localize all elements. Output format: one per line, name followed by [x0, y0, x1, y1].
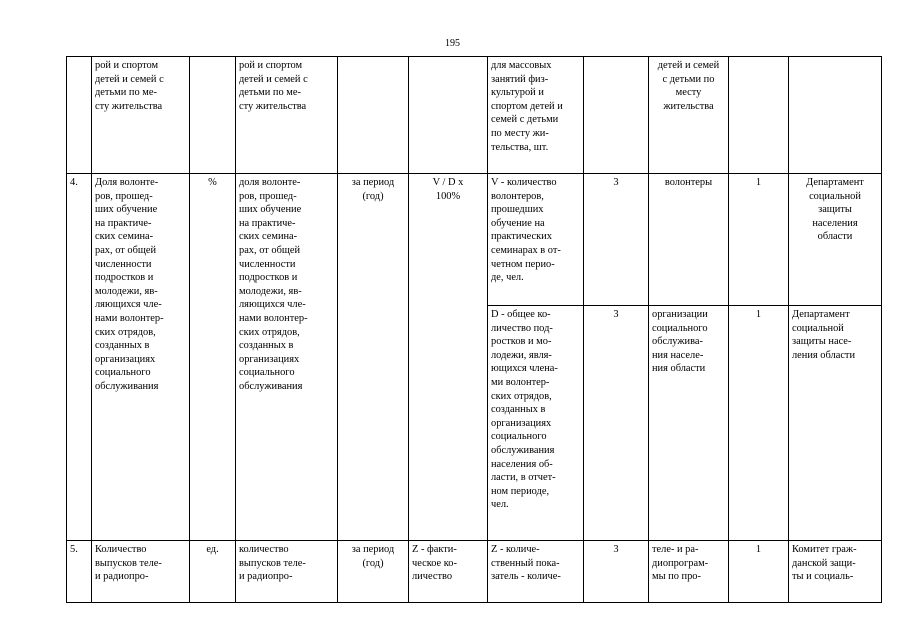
- table-row: [67, 541, 882, 603]
- responsible-cell: Комитет граж- данской защи- ты и социаль-: [789, 541, 882, 603]
- table-row: [67, 174, 882, 306]
- period-cell: за период (год): [338, 541, 409, 603]
- method-cell: 3: [584, 174, 649, 306]
- method-cell: 3: [584, 306, 649, 541]
- basic-indicator-cell: Z - количе- ственный пока- затель - количе-: [488, 541, 584, 603]
- object-cell: детей и семей с детьми по месту жительства: [649, 57, 729, 174]
- responsible-cell: Департамент социальной защиты насе- ления области: [789, 306, 882, 541]
- basic-indicator-cell: для массовых занятий физ- культурой и спортом детей и семей с детьми по месту жи- тельства, шт.: [488, 57, 584, 174]
- object-cell: волонтеры: [649, 174, 729, 306]
- formula-cell: [409, 57, 488, 174]
- object-cell: теле- и ра- диопрограм- мы по про-: [649, 541, 729, 603]
- definition-cell: доля волонте- ров, прошед- ших обучение на практиче- ских семина- рах, от общей численности подростков и молодежи, яв- ляющихся чле- нами волонтер- ских отрядов, созданных в организациях социального обслуживания: [236, 174, 338, 541]
- method-cell: 3: [584, 541, 649, 603]
- num-cell: [67, 57, 92, 174]
- method-cell: [584, 57, 649, 174]
- coverage-cell: [729, 57, 789, 174]
- indicator-name-cell: Доля волонте- ров, прошед- ших обучение на практиче- ских семина- рах, от общей численности подростков и молодежи, яв- ляющихся чле- нами волонтер- ских отрядов, созданных в организациях социального обслуживания: [92, 174, 190, 541]
- basic-indicator-cell: D - общее ко- личество под- ростков и мо- лодежи, явля- ющихся члена- ми волонтер- ских отрядов, созданных в организациях социального обслуживания населения об- ласти, в отчет- ном периоде, чел.: [488, 306, 584, 541]
- object-cell: организации социального обслужива- ния населе- ния области: [649, 306, 729, 541]
- unit-cell: %: [190, 174, 236, 541]
- basic-indicator-cell: V - количество волонтеров, прошедших обучение на практических семинарах в от- четном перио- де, чел.: [488, 174, 584, 306]
- period-cell: [338, 57, 409, 174]
- formula-cell: Z - факти- ческое ко- личество: [409, 541, 488, 603]
- unit-cell: ед.: [190, 541, 236, 603]
- definition-cell: рой и спортом детей и семей с детьми по ме- сту жительства: [236, 57, 338, 174]
- responsible-cell: [789, 57, 882, 174]
- indicator-name-cell: Количество выпусков теле- и радиопро-: [92, 541, 190, 603]
- coverage-cell: 1: [729, 174, 789, 306]
- coverage-cell: 1: [729, 541, 789, 603]
- responsible-cell: Департамент социальной защиты населения области: [789, 174, 882, 306]
- page-number: 195: [445, 38, 460, 49]
- unit-cell: [190, 57, 236, 174]
- formula-cell: V / D x 100%: [409, 174, 488, 541]
- coverage-cell: 1: [729, 306, 789, 541]
- num-cell: 5.: [67, 541, 92, 603]
- num-cell: 4.: [67, 174, 92, 541]
- indicator-name-cell: рой и спортом детей и семей с детьми по ме- сту жительства: [92, 57, 190, 174]
- period-cell: за период (год): [338, 174, 409, 541]
- indicators-table: [66, 56, 882, 603]
- table-row: [67, 57, 882, 174]
- definition-cell: количество выпусков теле- и радиопро-: [236, 541, 338, 603]
